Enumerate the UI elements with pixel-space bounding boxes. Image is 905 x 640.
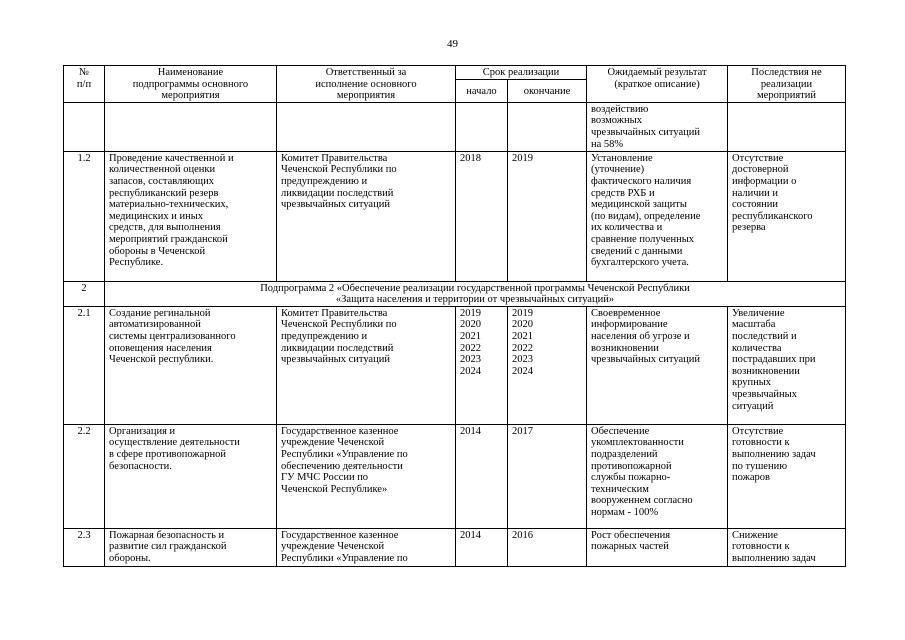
cell-line: их количества и: [591, 222, 663, 234]
cell-line: масштаба: [732, 319, 776, 331]
row-name: [105, 528, 277, 566]
cell-line: средств РХБ и: [591, 187, 655, 199]
cell-line: Государственное казенное: [281, 425, 399, 437]
header-end: окончание: [508, 80, 587, 102]
row-consequences: [728, 151, 846, 281]
cell-line: 2018: [460, 152, 481, 164]
cell-line: наличии и: [732, 187, 779, 199]
cell-line: Государственное казенное: [281, 529, 399, 541]
row-start: [456, 102, 508, 151]
cell-line: учреждение Чеченской: [281, 541, 385, 553]
row-responsible: [277, 424, 456, 528]
cell-line: республиканского: [732, 210, 813, 222]
cell-line: Увеличение: [732, 307, 785, 319]
cell-line: Установление: [591, 152, 653, 164]
row-name: [105, 306, 277, 424]
row-num: 1.2: [64, 151, 105, 281]
row-result: [587, 528, 728, 566]
row-end: [508, 151, 587, 281]
cell-line: подразделений: [591, 448, 658, 460]
cell-line: средств, для выполнения: [109, 222, 221, 234]
cell-line: исполнение основного: [315, 78, 417, 90]
cell-line: 2023: [512, 354, 533, 366]
cell-line: вооруженнем согласно: [591, 495, 693, 507]
cell-line: обеспечению деятельности: [281, 460, 403, 472]
cell-line: медицинской защиты: [591, 199, 687, 211]
cell-line: состоянии: [732, 199, 779, 211]
header-consequences: [728, 66, 846, 103]
subprogram-row: [64, 281, 846, 306]
cell-line: п/п: [76, 78, 92, 90]
cell-line: чрезвычайных ситуаций: [281, 199, 390, 211]
row-start: [456, 151, 508, 281]
cell-line: мероприятий: [757, 90, 816, 102]
cell-line: запасов, составляющих: [109, 175, 214, 187]
cell-line: учреждение Чеченской: [281, 437, 385, 449]
cell-line: 2019: [512, 307, 533, 319]
cell-line: достоверной: [732, 164, 789, 176]
row-consequences: [728, 102, 846, 151]
cell-line: 2023: [460, 354, 481, 366]
cell-line: информации о: [732, 175, 797, 187]
cell-line: чрезвычайных ситуаций: [591, 354, 700, 366]
cell-line: (по видам), определение: [591, 210, 701, 222]
cell-line: чрезвычайных ситуаций: [281, 354, 390, 366]
cell-line: 2022: [460, 342, 481, 354]
row-num: 2.1: [64, 306, 105, 424]
cell-line: предупреждению и: [281, 175, 368, 187]
row-end: [508, 424, 587, 528]
row-consequences: [728, 528, 846, 566]
cell-line: крупных: [732, 377, 772, 389]
header-period: Срок реализации: [456, 66, 587, 80]
cell-line: 2014: [460, 529, 481, 541]
cell-line: реализации: [760, 78, 813, 90]
page-number: 49: [447, 38, 458, 50]
cell-line: Чеченской Республики по: [281, 319, 397, 331]
cell-line: 2016: [512, 529, 533, 541]
cell-line: Республики «Управление по: [281, 448, 408, 460]
cell-line: 2017: [512, 425, 533, 437]
cell-line: Наименование: [157, 67, 224, 78]
cell-line: мероприятия: [336, 90, 396, 102]
header-num: [64, 66, 105, 103]
cell-line: Республики «Управление по: [281, 552, 408, 564]
row-start: [456, 528, 508, 566]
cell-line: резерва: [732, 222, 766, 234]
row-consequences: [728, 306, 846, 424]
cell-line: количественной оценки: [109, 164, 216, 176]
cell-line: по тушению: [732, 460, 788, 472]
row-result: [587, 424, 728, 528]
cell-line: Подпрограмма 2 «Обеспечение реализации государственной программы Чеченской Республики: [260, 282, 690, 294]
row-responsible: [277, 528, 456, 566]
cell-line: противопожарной: [591, 460, 672, 472]
row-end: [508, 102, 587, 151]
cell-line: 2019: [460, 307, 481, 319]
row-start: [456, 306, 508, 424]
row-responsible: [277, 306, 456, 424]
row-result: [587, 151, 728, 281]
cell-line: 2014: [460, 425, 481, 437]
cell-line: чрезвычайных ситуаций: [591, 126, 700, 138]
cell-line: пострадавших при: [732, 354, 816, 366]
cell-line: пожарных частей: [591, 541, 669, 553]
cell-line: нормам - 100%: [591, 506, 659, 518]
row-name: [105, 151, 277, 281]
measures-table: [63, 65, 846, 567]
cell-line: техническим: [591, 483, 649, 495]
row-responsible: [277, 102, 456, 151]
cell-line: медицинских и иных: [109, 210, 204, 222]
cell-line: Пожарная безопасность и: [109, 529, 225, 541]
table-row: [64, 306, 846, 424]
row-num: 2.2: [64, 424, 105, 528]
row-result: [587, 306, 728, 424]
table-row: [64, 424, 846, 528]
cell-line: Проведение качественной и: [109, 152, 234, 164]
cell-line: республиканский резерв: [109, 187, 219, 199]
cell-line: «Защита населения и территории от чрезвычайных ситуаций»: [335, 293, 615, 305]
cell-line: Комитет Правительства: [281, 152, 388, 164]
cell-line: Чеченской республики.: [109, 354, 214, 366]
cell-line: Чеченской Республике»: [281, 483, 388, 495]
cell-line: укомплектованности: [591, 437, 684, 449]
row-result: [587, 102, 728, 151]
cell-line: Организация и: [109, 425, 176, 437]
cell-line: №: [78, 67, 90, 78]
cell-line: Создание регинальной: [109, 307, 211, 319]
cell-line: Отсутствие: [732, 152, 784, 164]
cell-line: Рост обеспечения: [591, 529, 671, 541]
cell-line: предупреждению и: [281, 330, 368, 342]
cell-line: Ответственный за: [325, 67, 407, 78]
cell-line: автоматизированной: [109, 319, 201, 331]
cell-line: Снижение: [732, 529, 778, 541]
cell-line: информирование: [591, 319, 668, 331]
cell-line: подпрограммы основного: [132, 78, 249, 90]
row-name: [105, 102, 277, 151]
subprogram-num: 2: [64, 281, 105, 306]
cell-line: готовности к: [732, 541, 790, 553]
cell-line: в сфере противопожарной: [109, 448, 226, 460]
header-start: начало: [456, 80, 508, 102]
cell-line: 2024: [512, 365, 533, 377]
subprogram-title: [105, 281, 846, 306]
cell-line: материально-технических,: [109, 199, 229, 211]
cell-line: Последствия не: [751, 67, 822, 78]
cell-line: сравнение полученных: [591, 233, 695, 245]
table-row: [64, 151, 846, 281]
header-name: [105, 66, 277, 103]
cell-line: Своевременное: [591, 307, 661, 319]
row-consequences: [728, 424, 846, 528]
cell-line: ситуаций: [732, 400, 774, 412]
cell-line: ГУ МЧС России по: [281, 472, 369, 484]
cell-line: населения об угрозе и: [591, 330, 690, 342]
cell-line: возможных: [591, 115, 642, 127]
cell-line: 2020: [460, 319, 481, 331]
table-row: [64, 102, 846, 151]
cell-line: 2019: [512, 152, 533, 164]
row-end: [508, 306, 587, 424]
cell-line: оповещения населения: [109, 342, 212, 354]
row-num: [64, 102, 105, 151]
cell-line: (уточнение): [591, 164, 645, 176]
cell-line: готовности к: [732, 437, 790, 449]
cell-line: ликвидации последствий: [281, 342, 394, 354]
row-end: [508, 528, 587, 566]
header-result: [587, 66, 728, 103]
cell-line: выполнению задач: [732, 552, 816, 564]
cell-line: количества: [732, 342, 782, 354]
cell-line: Ожидаемый результат: [607, 67, 707, 78]
cell-line: Обеспечение: [591, 425, 650, 437]
cell-line: сведений с данными: [591, 245, 683, 257]
cell-line: Чеченской Республики по: [281, 164, 397, 176]
header-responsible: [277, 66, 456, 103]
cell-line: 2021: [512, 330, 533, 342]
table-row: [64, 528, 846, 566]
cell-line: бухгалтерского учета.: [591, 257, 689, 269]
cell-line: (краткое описание): [614, 78, 700, 90]
cell-line: чрезвычайных: [732, 388, 797, 400]
cell-line: 2020: [512, 319, 533, 331]
cell-line: ликвидации последствий: [281, 187, 394, 199]
cell-line: службы пожарно-: [591, 472, 671, 484]
row-num: 2.3: [64, 528, 105, 566]
cell-line: Республике.: [109, 257, 164, 269]
cell-line: мероприятия: [161, 90, 220, 102]
cell-line: фактического наличия: [591, 175, 692, 187]
cell-line: возникновении: [591, 342, 659, 354]
cell-line: системы централизованного: [109, 330, 236, 342]
cell-line: воздействию: [591, 103, 649, 115]
cell-line: обороны в Чеченской: [109, 245, 206, 257]
cell-line: возникновении: [732, 365, 800, 377]
cell-line: Комитет Правительства: [281, 307, 388, 319]
cell-line: безопасности.: [109, 460, 172, 472]
cell-line: пожаров: [732, 472, 770, 484]
cell-line: Отсутствие: [732, 425, 784, 437]
cell-line: 2021: [460, 330, 481, 342]
row-start: [456, 424, 508, 528]
cell-line: 2024: [460, 365, 481, 377]
cell-line: выполнению задач: [732, 448, 816, 460]
cell-line: последствий и: [732, 330, 797, 342]
cell-line: развитие сил гражданской: [109, 541, 227, 553]
cell-line: осуществление деятельности: [109, 437, 240, 449]
cell-line: обороны.: [109, 552, 151, 564]
cell-line: 2022: [512, 342, 533, 354]
cell-line: мероприятий гражданской: [109, 233, 228, 245]
row-name: [105, 424, 277, 528]
cell-line: на 58%: [591, 138, 624, 150]
row-responsible: [277, 151, 456, 281]
